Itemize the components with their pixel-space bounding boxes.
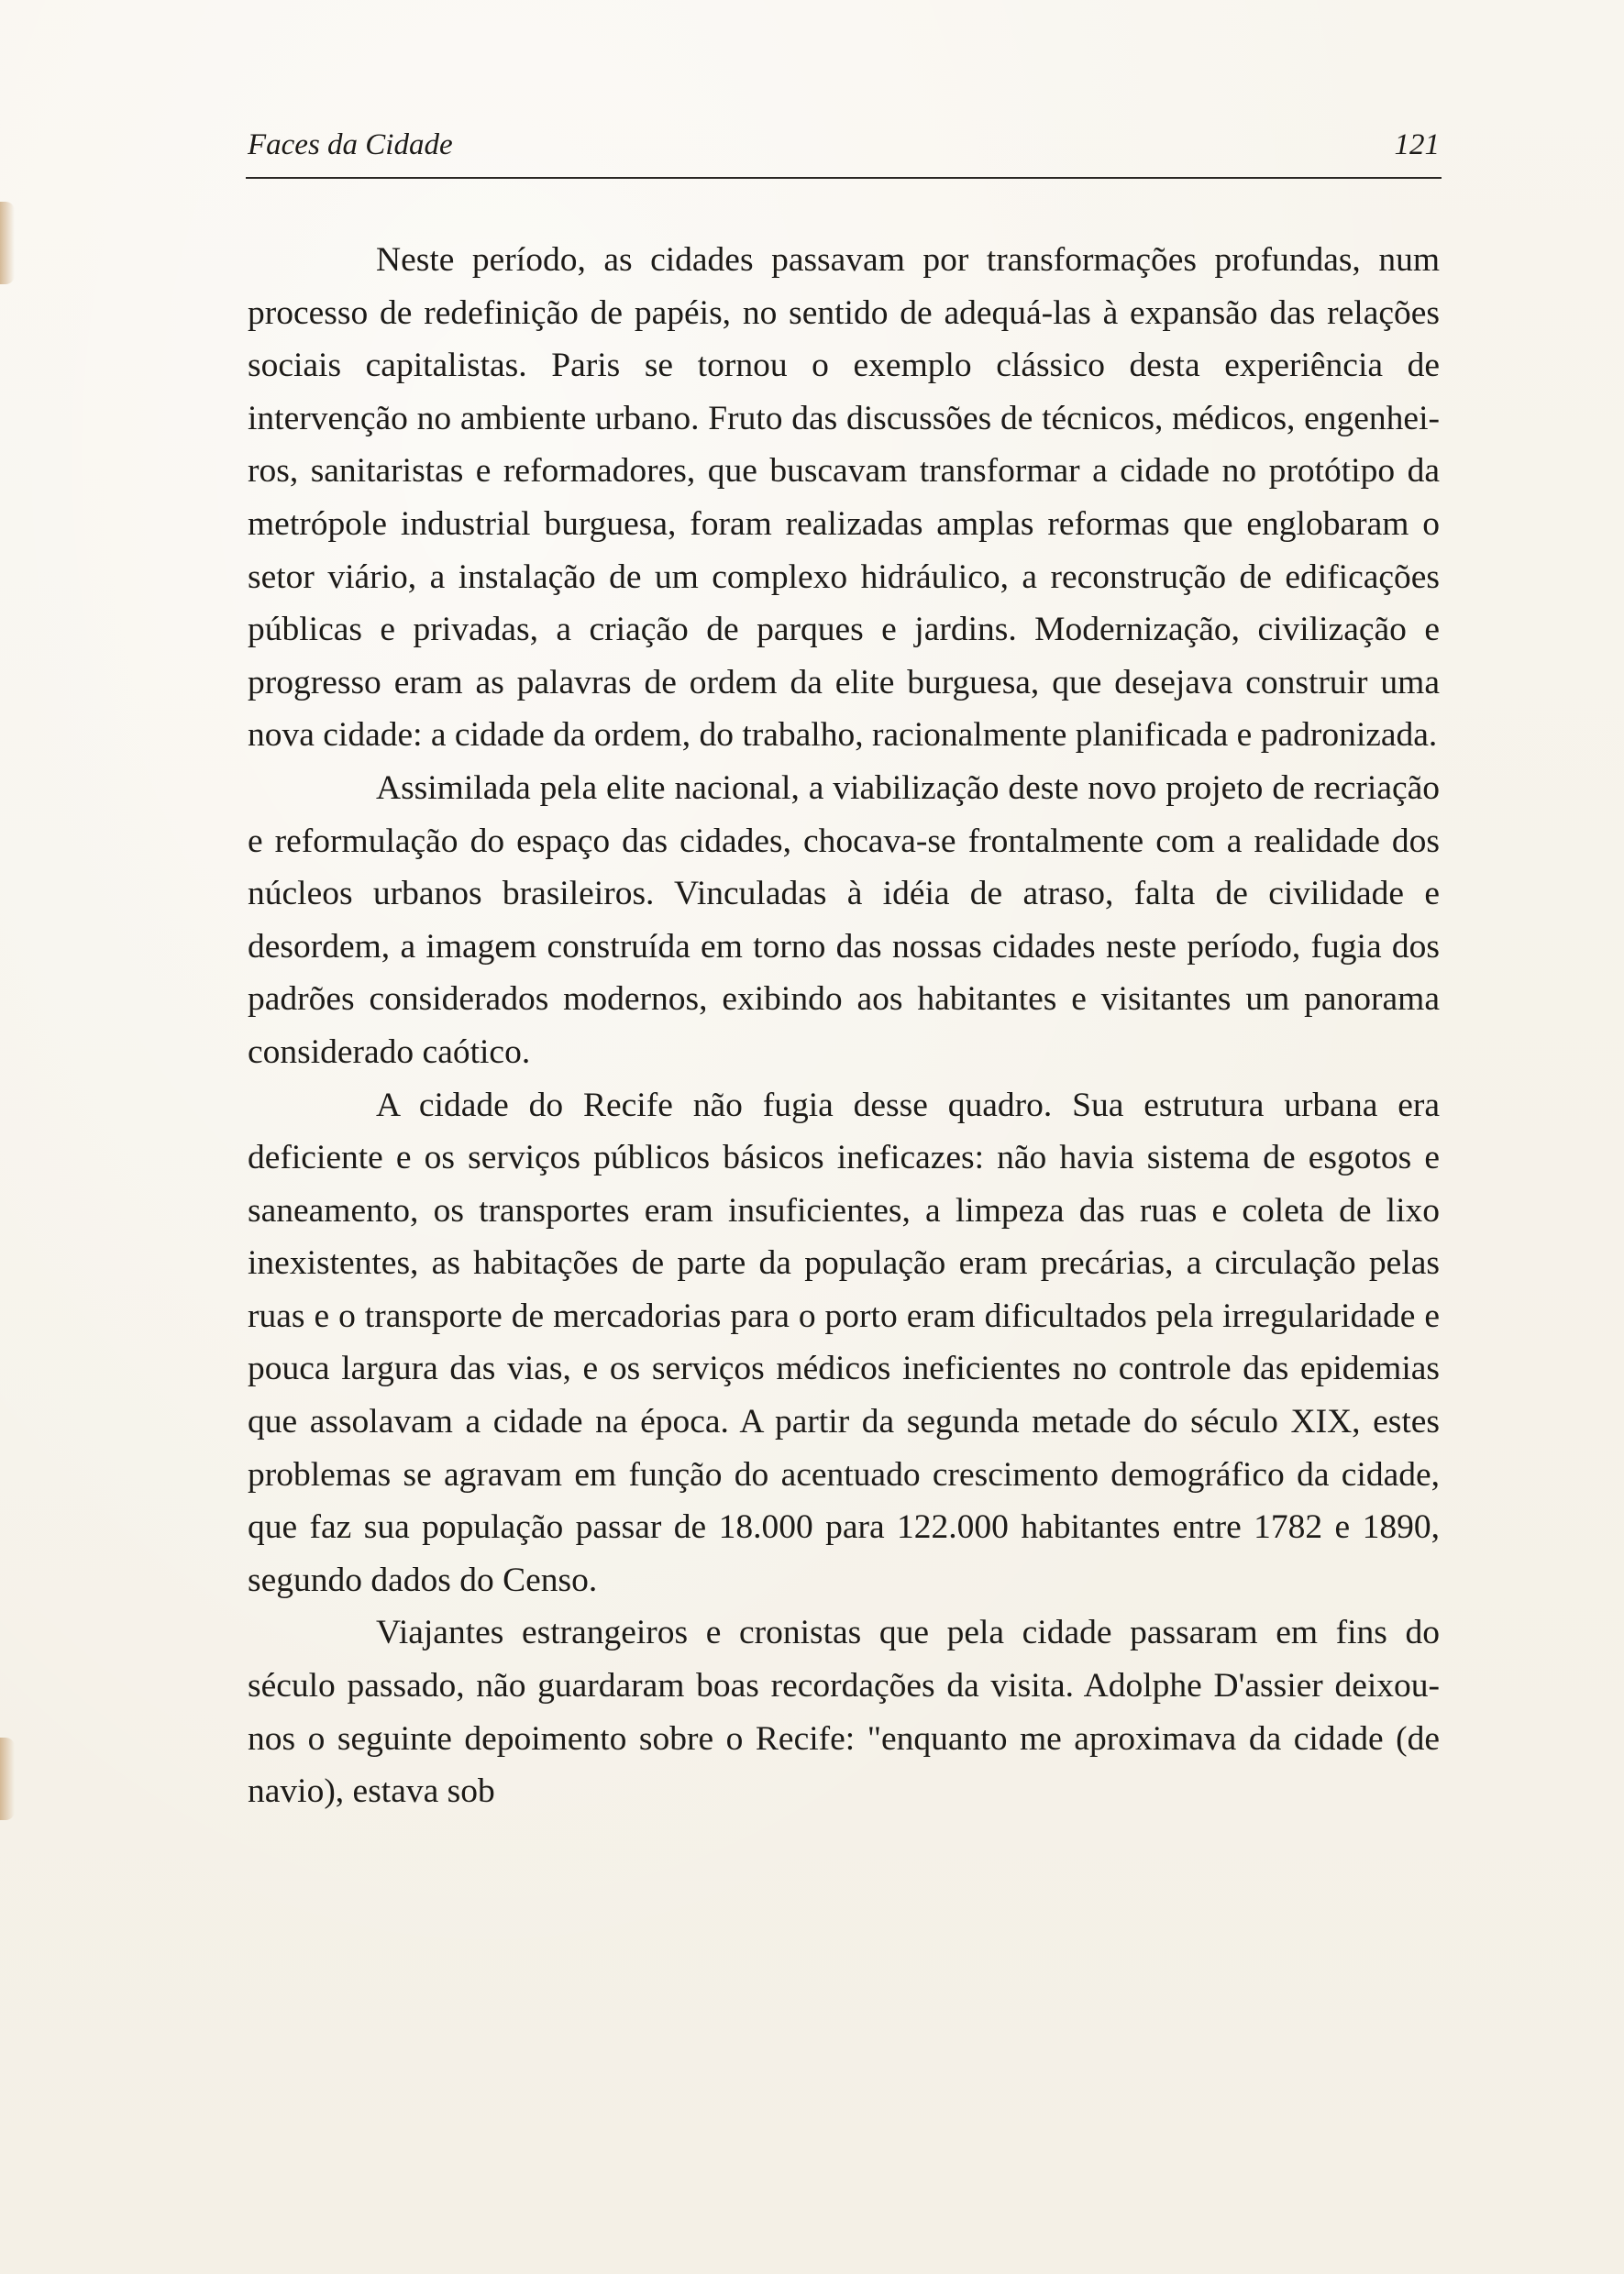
paragraph: Assimilada pela elite nacional, a viabilização deste novo projeto de recriação e reformulação do espaço das cidades, chocava-se frontalmente com a realidade dos núcleos urbanos brasileiros. Vinculadas à idéia de atraso, falta de civilidade e desordem, a imagem construída em torno das nossas cidades neste período, fugia dos padrões considerados modernos, exibindo aos habitantes e visitantes um panorama considerado caótico. bbox=[248, 768, 1440, 1071]
page-edge-stain bbox=[0, 1738, 15, 1820]
paragraph: Viajantes estrangeiros e cronistas que pela cidade passaram em fins do século passado, não guardaram boas recordações da visita. Adolphe D'assier deixou-nos o seguinte depoimento sobre o Recife: "enquanto me aproximava da cidade (de navio), estava sob bbox=[248, 1614, 1440, 1811]
paragraph: A cidade do Recife não fugia desse quadro. Sua estrutura urbana era deficiente e os serviços públicos básicos ineficazes: não havia sistema de esgotos e saneamento, os transportes eram insuficientes, a limpeza das ruas e coleta de lixo inexistentes, as habitações de parte da população eram precárias, a circulação pelas ruas e o transporte de mercadorias para o porto eram dificultados pela irregularidade e pouca largura das vias, e os serviços médicos ineficientes no controle das epidemias que assolavam a cidade na época. A partir da segunda metade do século XIX, estes problemas se agravam em função do acentuado crescimento demográfico da cidade, que faz sua população passar de 18.000 para 122.000 habitantes entre 1782 e 1890, segundo dados do Censo. bbox=[248, 1086, 1440, 1599]
running-header bbox=[248, 128, 1440, 176]
running-header-title: Faces da Cidade bbox=[248, 128, 453, 161]
page-edge-stain bbox=[0, 202, 15, 284]
page-number: 121 bbox=[1394, 128, 1440, 161]
paragraph: Neste período, as cidades passavam por transformações profundas, num processo de redefinição de papéis, no sentido de adequá-las à expansão das relações sociais capitalistas. Paris se tornou o exemplo clássico desta experiência de intervenção no ambiente urbano. Fruto das discussões de técnicos, médicos, engenheiros, sanitaristas e reformadores, que buscavam transformar a cidade no protótipo da metrópole industrial burguesa, foram realizadas amplas reformas que englobaram o setor viário, a instalação de um complexo hidráulico, a reconstrução de edificações públicas e privadas, a criação de parques e jardins. Modernização, civilização e progresso eram as palavras de ordem da elite burguesa, que desejava construir uma nova cidade: a cidade da ordem, do trabalho, racionalmente planificada e padronizada. bbox=[248, 241, 1440, 755]
header-rule bbox=[246, 177, 1442, 179]
body-text bbox=[248, 234, 1440, 1818]
